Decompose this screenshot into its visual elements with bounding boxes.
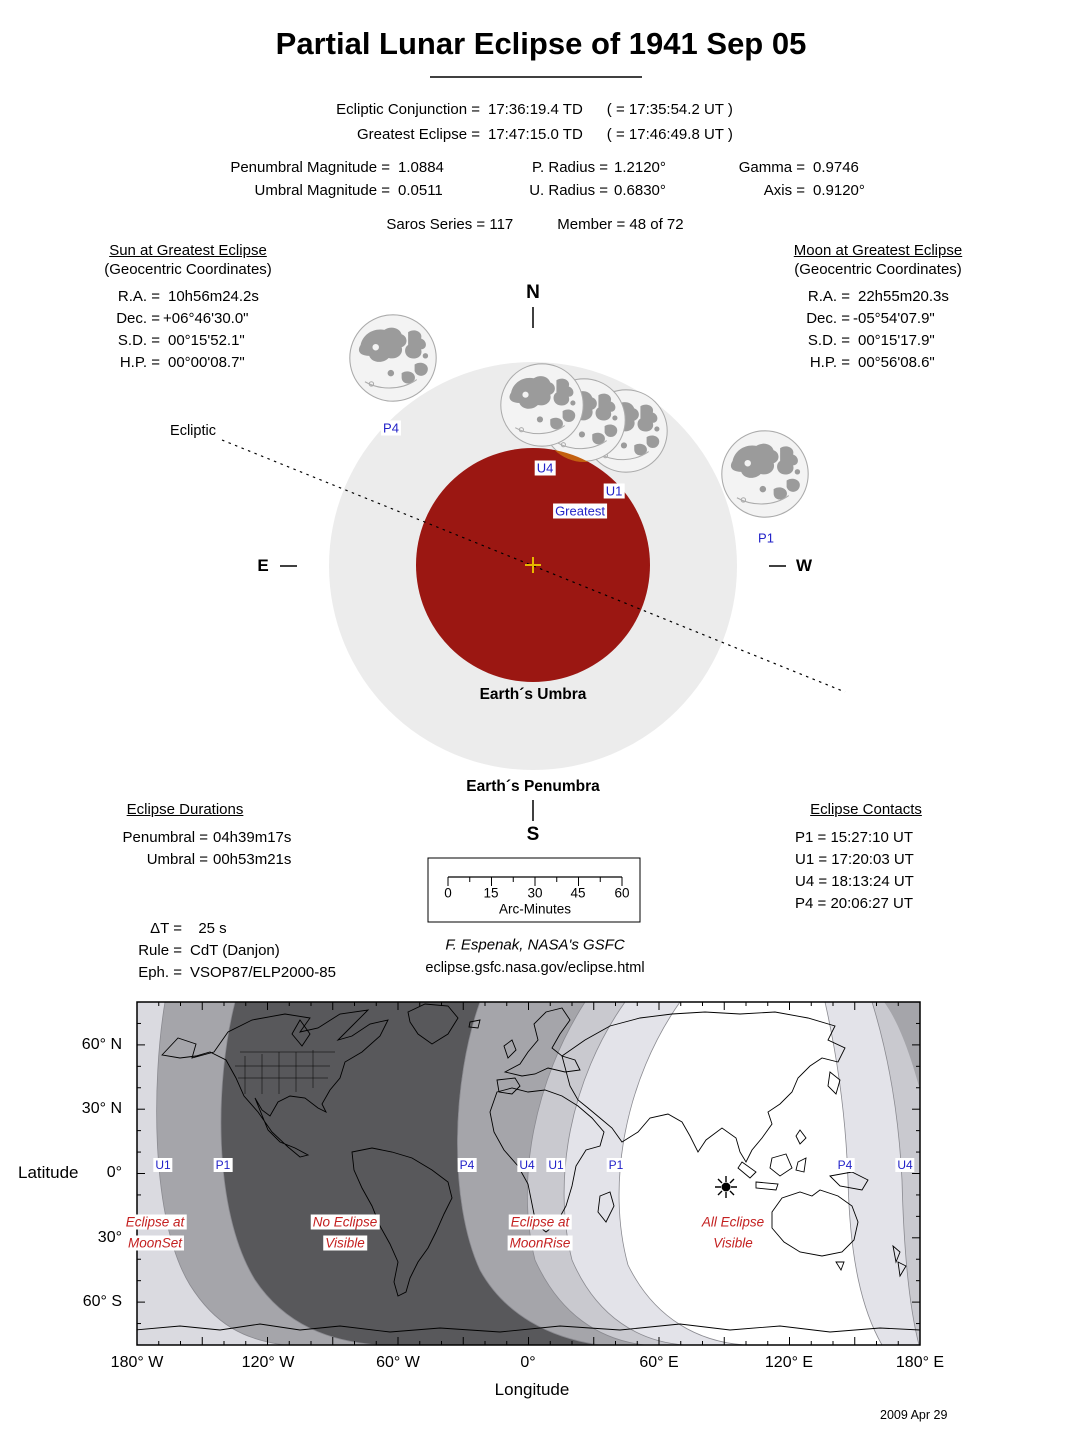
compass-west: W	[795, 556, 813, 575]
scale-tick-15: 15	[483, 885, 499, 901]
region-moonrise-line2: MoonRise	[509, 1235, 571, 1251]
penumbra-label: Earth´s Penumbra	[466, 778, 600, 795]
saros-row	[386, 214, 683, 236]
xtick-180e: 180° E	[895, 1354, 945, 1371]
sun-hp-label: H.P. =	[119, 354, 160, 371]
ephemeris-value: VSOP87/ELP2000-85	[190, 964, 336, 981]
moon-block-subtitle: (Geocentric Coordinates)	[794, 261, 962, 278]
penumbral-magnitude-value: 1.0884	[398, 159, 444, 176]
scale-tick-60: 60	[614, 885, 630, 901]
greatest-td: 17:47:15.0 TD	[488, 126, 583, 143]
compass-east: E	[257, 556, 269, 575]
region-noeclipse-line2: Visible	[325, 1235, 365, 1251]
contact-u1-time: U1 = 17:20:03 UT	[795, 851, 914, 868]
map-contact-u1-mid: U1	[548, 1158, 564, 1172]
greatest-label: Greatest Eclipse =	[357, 126, 480, 143]
scale-tick-45: 45	[570, 885, 586, 901]
map-contact-p4-mid: P4	[459, 1158, 475, 1172]
region-moonset-line2: MoonSet	[127, 1235, 183, 1251]
sun-block-subtitle: (Geocentric Coordinates)	[104, 261, 272, 278]
penumbral-duration-label: Penumbral =	[122, 829, 208, 846]
contacts-title: Eclipse Contacts	[810, 801, 922, 818]
p-radius-label: P. Radius =	[531, 159, 608, 176]
umbral-duration-label: Umbral =	[146, 851, 208, 868]
contacts-rows	[795, 827, 914, 915]
sun-ra-value: 10h56m24.2s	[168, 288, 259, 305]
xtick-0: 0°	[520, 1354, 536, 1371]
ytick-30s: 30°	[97, 1229, 122, 1246]
u-radius-row	[498, 180, 666, 202]
umbral-magnitude-row	[95, 180, 443, 202]
sun-ra-label: R.A. =	[117, 288, 160, 305]
map-contact-p4-east: P4	[837, 1158, 853, 1172]
sun-block-title: Sun at Greatest Eclipse	[109, 242, 267, 259]
saros-member: Member = 48 of 72	[557, 216, 684, 233]
umbra-label: Earth´s Umbra	[479, 686, 587, 703]
region-noeclipse-line1: No Eclipse	[312, 1214, 378, 1230]
p-radius-row	[498, 157, 666, 179]
axis-label: Axis =	[763, 182, 805, 199]
page-title: Partial Lunar Eclipse of 1941 Sep 05	[275, 26, 807, 61]
moon-hp-label: H.P. =	[809, 354, 850, 371]
map-contact-u4-mid: U4	[519, 1158, 535, 1172]
conjunction-td: 17:36:19.4 TD	[488, 101, 583, 118]
scale-tick-30: 30	[527, 885, 543, 901]
sun-sd-label: S.D. =	[117, 332, 160, 349]
region-moonset-line1: Eclipse at	[125, 1214, 185, 1230]
moon-u4	[501, 364, 583, 446]
penumbral-magnitude-label: Penumbral Magnitude =	[230, 159, 390, 176]
moon-ra-label: R.A. =	[807, 288, 850, 305]
sun-sd-value: 00°15'52.1"	[168, 332, 245, 349]
xtick-60e: 60° E	[639, 1354, 679, 1371]
ecliptic-label: Ecliptic	[170, 423, 216, 439]
contact-label-u4: U4	[536, 460, 554, 476]
moon-sd-value: 00°15'17.9"	[858, 332, 935, 349]
ytick-0: 0°	[106, 1164, 122, 1181]
author-credit: F. Espenak, NASA's GSFC	[445, 936, 625, 954]
map-contact-u1-west: U1	[155, 1158, 171, 1172]
parameters-rows	[110, 918, 336, 984]
region-alleclipse-line1: All Eclipse	[701, 1214, 765, 1230]
map-contact-u4-east: U4	[897, 1158, 913, 1172]
xtick-120e: 120° E	[764, 1354, 814, 1371]
axis-value: 0.9120°	[813, 182, 865, 199]
gamma-row	[690, 157, 859, 179]
scale-tick-0: 0	[444, 885, 452, 901]
axis-row	[690, 180, 865, 202]
umbral-magnitude-value: 0.0511	[398, 182, 443, 199]
credit-url: eclipse.gsfc.nasa.gov/eclipse.html	[425, 960, 645, 976]
sun-dec-value: +06°46'30.0"	[163, 310, 249, 327]
contact-label-u1: U1	[605, 483, 623, 499]
durations-title: Eclipse Durations	[126, 801, 244, 818]
scale-unit-label: Arc-Minutes	[498, 901, 572, 917]
contact-label-p1: P1	[758, 530, 774, 546]
moon-p1	[722, 431, 808, 517]
moon-hp-value: 00°56'08.6"	[858, 354, 935, 371]
greatest-row	[170, 124, 733, 146]
ytick-60n: 60° N	[81, 1036, 122, 1053]
xtick-120w: 120° W	[241, 1354, 295, 1371]
saros-series: Saros Series = 117	[386, 216, 514, 233]
compass-north: N	[526, 282, 540, 303]
greatest-ut: ( = 17:46:49.8 UT )	[606, 126, 733, 143]
durations-rows	[108, 827, 291, 871]
umbral-magnitude-label: Umbral Magnitude =	[254, 182, 390, 199]
penumbral-magnitude-row	[95, 157, 444, 179]
delta-t-label: ΔT =	[150, 920, 182, 937]
contact-p1-time: P1 = 15:27:10 UT	[795, 829, 913, 846]
contact-u4-time: U4 = 18:13:24 UT	[795, 873, 914, 890]
moon-block-title: Moon at Greatest Eclipse	[793, 242, 963, 259]
date-stamp: 2009 Apr 29	[880, 1408, 948, 1422]
penumbral-duration-value: 04h39m17s	[213, 829, 292, 846]
conjunction-ut: ( = 17:35:54.2 UT )	[606, 101, 733, 118]
region-alleclipse-line2: Visible	[713, 1235, 753, 1251]
conjunction-label: Ecliptic Conjunction =	[336, 101, 480, 118]
eclipse-diagram	[222, 307, 845, 821]
moon-sd-label: S.D. =	[807, 332, 850, 349]
gamma-label: Gamma =	[738, 159, 805, 176]
contact-label-greatest: Greatest	[555, 503, 605, 519]
moon-dec-value: -05°54'07.9"	[853, 310, 935, 327]
moon-dec-label: Dec. =	[806, 310, 850, 327]
map-xlabel: Longitude	[494, 1380, 570, 1399]
rule-value: CdT (Danjon)	[190, 942, 280, 959]
contact-p4-time: P4 = 20:06:27 UT	[795, 895, 913, 912]
moon-ra-value: 22h55m20.3s	[858, 288, 949, 305]
compass-south: S	[526, 824, 540, 845]
contact-label-p4: P4	[383, 420, 399, 436]
moon-p4	[350, 315, 436, 401]
map-contact-p1-mid: P1	[608, 1158, 624, 1172]
xtick-60w: 60° W	[376, 1354, 420, 1371]
sun-dec-label: Dec. =	[116, 310, 160, 327]
region-moonrise-line1: Eclipse at	[510, 1214, 570, 1230]
rule-label: Rule =	[138, 942, 182, 959]
visibility-map	[135, 1002, 920, 1345]
sun-hp-value: 00°00'08.7"	[168, 354, 245, 371]
gamma-value: 0.9746	[813, 159, 859, 176]
map-contact-p1-west: P1	[215, 1158, 231, 1172]
conjunction-row	[170, 99, 733, 121]
delta-t-value: 25 s	[190, 920, 227, 937]
ytick-30n: 30° N	[81, 1100, 122, 1117]
ytick-60s: 60° S	[82, 1293, 122, 1310]
ephemeris-label: Eph. =	[138, 964, 182, 981]
xtick-180w: 180° W	[110, 1354, 164, 1371]
u-radius-label: U. Radius =	[529, 182, 608, 199]
map-ylabel: Latitude	[18, 1163, 79, 1182]
sun-coordinates	[98, 286, 259, 374]
umbral-duration-value: 00h53m21s	[213, 851, 292, 868]
moon-coordinates	[788, 286, 949, 374]
zenith-star-icon	[715, 1176, 737, 1198]
u-radius-value: 0.6830°	[614, 182, 666, 199]
p-radius-value: 1.2120°	[614, 159, 666, 176]
